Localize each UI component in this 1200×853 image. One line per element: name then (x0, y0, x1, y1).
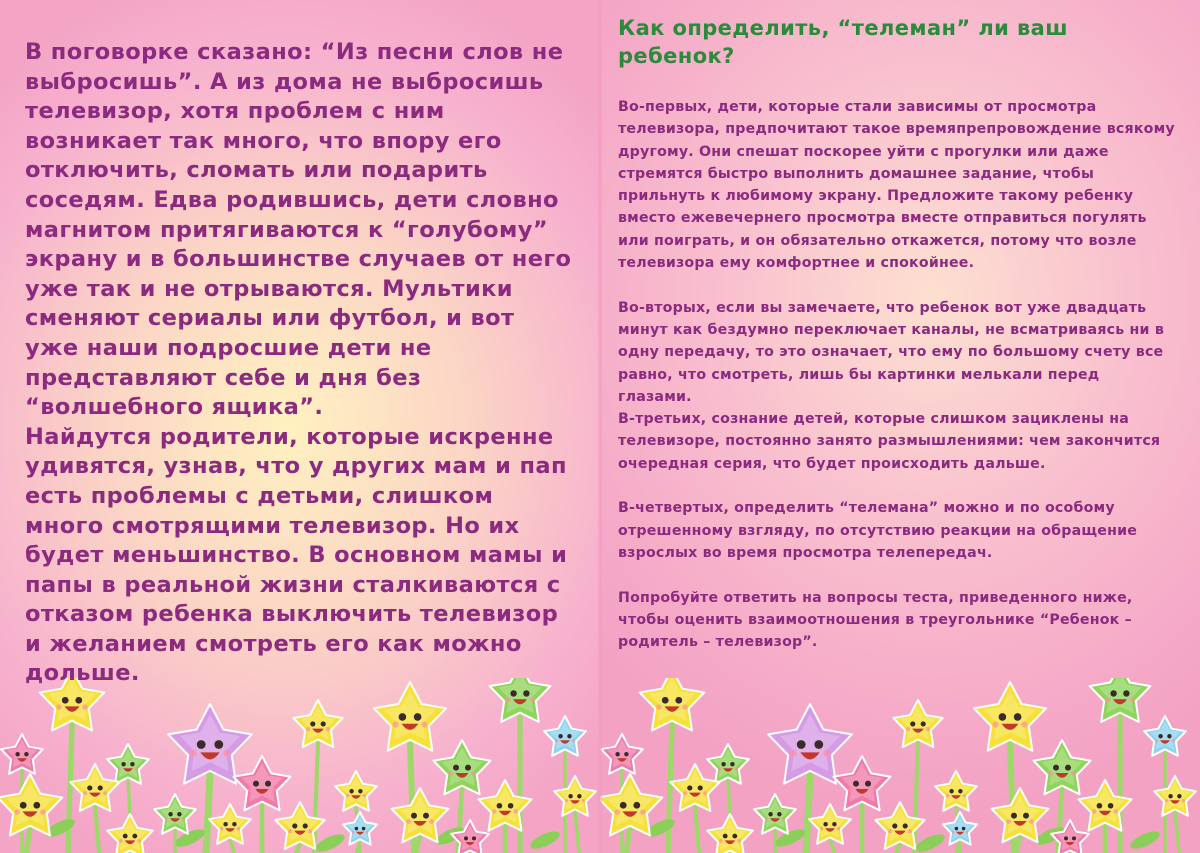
flower-stem (695, 806, 699, 853)
smiling-star-icon (893, 700, 942, 747)
flower-stem (806, 774, 810, 853)
flower-stem (416, 836, 420, 853)
page-title: Как определить, “телеман” ли ваш ребенок? (618, 16, 1068, 68)
smiling-star-icon (943, 812, 977, 845)
paragraph-spacer (618, 564, 1178, 586)
flower-stem (914, 742, 918, 853)
star-flowers-illustration (600, 678, 1200, 853)
right-paragraph-1: Во-первых, дети, которые стали зависимы от просмотра телевизора, предпочитают такое времяпрепровождение всякому другому. Они спешат поскорее уйти с прогулки или даже стремятся быстро выполнить домашнее задание, чтобы прильнуть к любимому экрану. Предложите такому ребенку вместо ежевечернего просмотра вместе отправиться погулять или поиграть, и он обязательно откажется, потому что возле телевизора ему комфортнее и спокойнее. (618, 99, 1175, 272)
left-paragraph-1: В поговорке сказано: “Из песни слов не выбросишь”. А из дома не выбросишь телевизор, хотя проблем с ним возникает так много, что впору его отключить, сломать или подарить соседям. Едва родившись, дети словно магнитом притягиваются к “голубому” экрану и в большинстве случаев от него уже так и не отрываются. Мультики сменяют сериалы или футбол, и вот уже наши подросшие дети не представляют себе и дня без “волшебного ящика”. (25, 39, 572, 421)
right-body-text (618, 96, 1178, 653)
smiling-star-icon (70, 764, 119, 811)
smiling-star-icon (544, 716, 586, 756)
flower-stem (1175, 811, 1179, 853)
smiling-star-icon (754, 794, 796, 834)
smiling-star-icon (154, 794, 196, 834)
flower-stem (896, 844, 900, 853)
leaf-icon (528, 828, 562, 852)
smiling-star-icon (707, 814, 753, 853)
smiling-star-icon (107, 744, 149, 784)
smiling-star-icon (1, 734, 43, 774)
left-star-flower-border (0, 678, 600, 853)
flower-stem (206, 774, 210, 853)
smiling-star-icon (434, 740, 491, 794)
flower-stem (626, 828, 630, 853)
flower-stem (95, 806, 99, 853)
smiling-star-icon (168, 704, 252, 784)
leaf-icon (1128, 828, 1162, 852)
smiling-star-icon (1144, 716, 1186, 756)
flower-stem (575, 811, 579, 853)
smiling-star-icon (335, 771, 377, 811)
flower-stem (668, 723, 672, 853)
smiling-star-icon (834, 756, 891, 810)
smiling-star-icon (707, 744, 749, 784)
flower-stem (68, 723, 72, 853)
right-paragraph-3: В-третьих, сознание детей, которые слишком зациклены на телевизоре, постоянно занято размышлениями: чем закончится очередная серия, что будет происходить дальше. (618, 411, 1161, 472)
smiling-star-icon (554, 776, 596, 816)
smiling-star-icon (670, 764, 719, 811)
smiling-star-icon (1154, 776, 1196, 816)
smiling-star-icon (974, 682, 1046, 751)
smiling-star-icon (107, 814, 153, 853)
flower-stem (230, 839, 234, 853)
smiling-star-icon (1034, 740, 1091, 794)
smiling-star-icon (374, 682, 446, 751)
paragraph-spacer (618, 475, 1178, 497)
flower-stem (1016, 836, 1020, 853)
page-gutter (598, 0, 602, 853)
smiling-star-icon (935, 771, 977, 811)
smiling-star-icon (234, 756, 291, 810)
paragraph-spacer (618, 274, 1178, 296)
smiling-star-icon (478, 780, 531, 831)
leaf-icon (913, 831, 947, 853)
smiling-star-icon (293, 700, 342, 747)
smiling-star-icon (1078, 780, 1131, 831)
smiling-star-icon (392, 788, 449, 842)
right-paragraph-4: В-четвертых, определить “телемана” можно и по особому отрешенному взгляду, по отсутствию реакции на обращение взрослых во время просмотра телепередач. (618, 500, 1138, 561)
flower-stem (830, 839, 834, 853)
star-flowers-illustration (0, 678, 600, 853)
right-paragraph-2: Во-вторых, если вы замечаете, что ребенок вот уже двадцать минут как бездумно переключает каналы, не всматриваясь ни в одну передачу, то это означает, что ему по большому счету все равно, что смотреть, лишь бы картинки мелькали перед глазами. (618, 299, 1165, 405)
left-paragraph-2: Найдутся родители, которые искренне удивятся, узнав, что у других мам и пап есть проблемы с детьми, слишком много смотрящими телевизор. Но их будет меньшинство. В основном мамы и папы в реальной жизни сталкиваются с отказом ребенка выключить телевизор и желанием смотреть его как можно дольше. (25, 423, 568, 687)
smiling-star-icon (768, 704, 852, 784)
flower-stem (296, 844, 300, 853)
smiling-star-icon (992, 788, 1049, 842)
right-paragraph-5: Попробуйте ответить на вопросы теста, приведенного ниже, чтобы оценить взаимоотношения в треугольнике “Ребенок – родитель – телевизор”. (618, 589, 1133, 651)
flower-stem (314, 742, 318, 853)
left-body-text (25, 38, 575, 689)
right-star-flower-border (600, 678, 1200, 853)
leaf-icon (313, 831, 347, 853)
smiling-star-icon (343, 812, 377, 845)
flower-stem (26, 828, 30, 853)
smiling-star-icon (601, 734, 643, 774)
